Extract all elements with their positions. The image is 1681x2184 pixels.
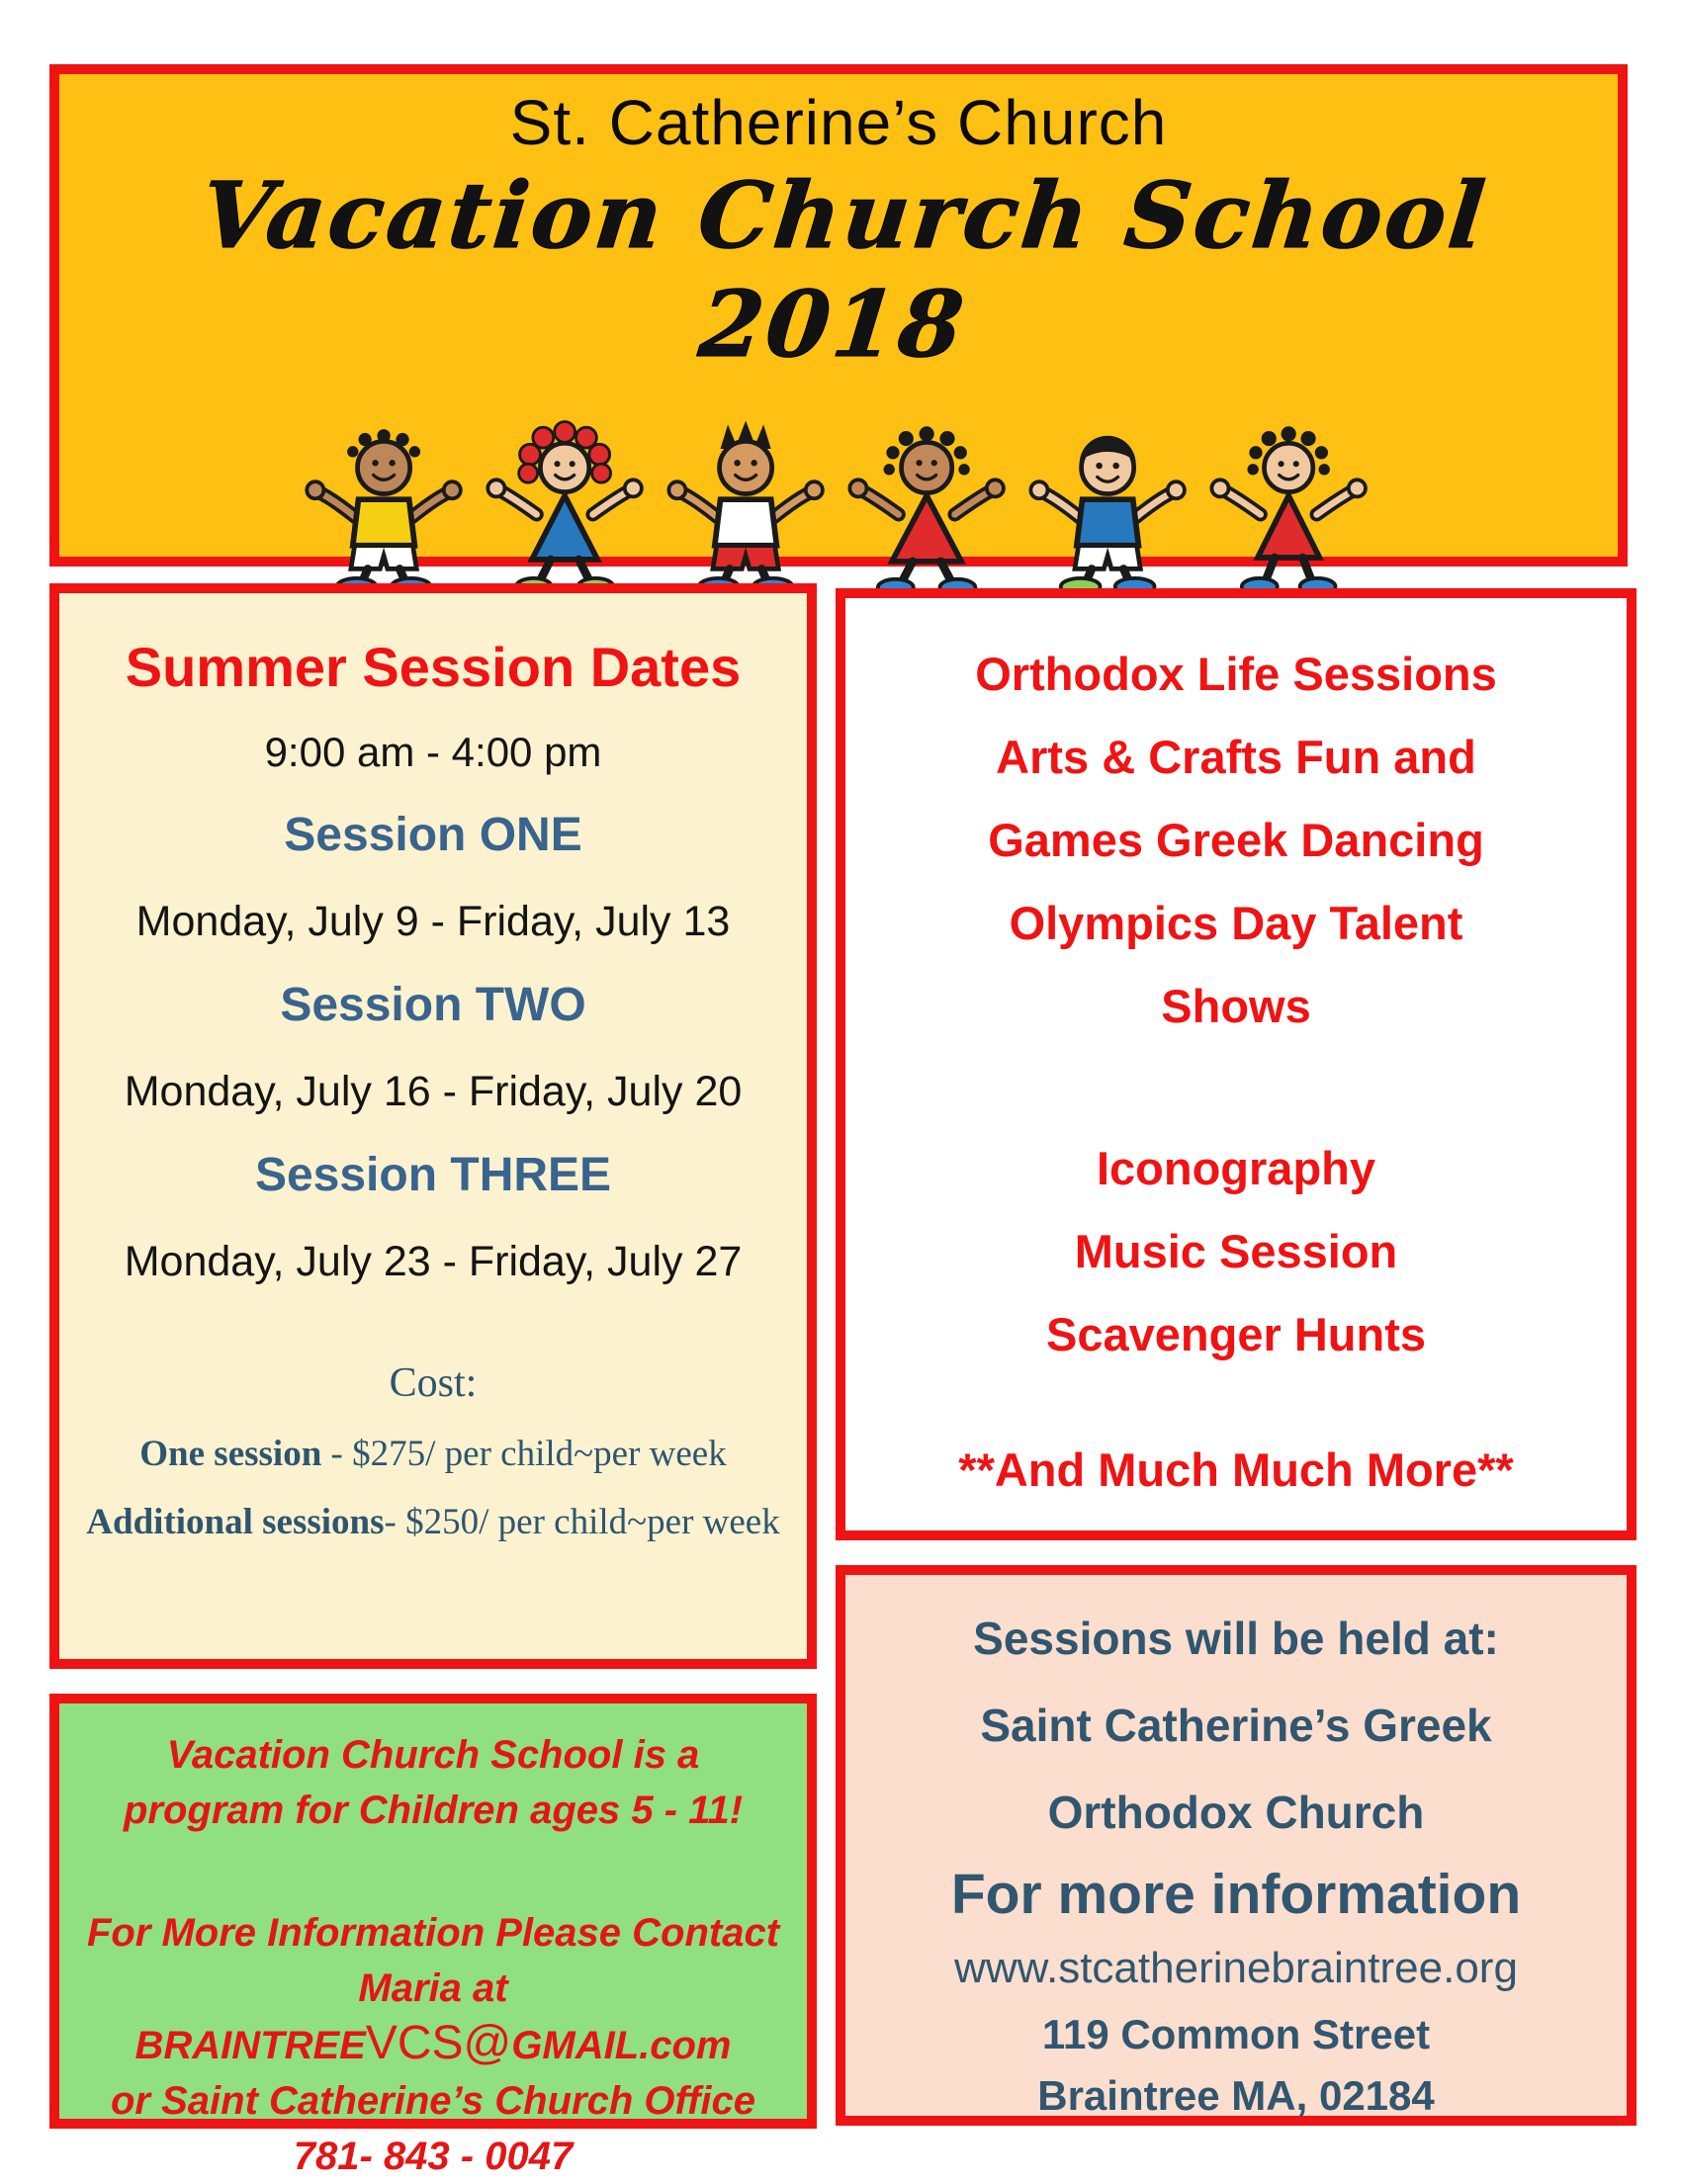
program-description-line1: Vacation Church School is a — [166, 1733, 700, 1777]
session-two-name: Session TWO — [280, 979, 586, 1031]
session-one-name: Session ONE — [284, 809, 582, 861]
venue-name-line2: Orthodox Church — [1047, 1787, 1425, 1838]
page-title: St. Catherine’s Church — [509, 87, 1168, 158]
location-box — [836, 1565, 1637, 2126]
activity-line: Iconography — [1096, 1142, 1376, 1194]
contact-phone: 781- 843 - 0047 — [293, 2135, 574, 2178]
session-dates-box — [49, 583, 817, 1669]
session-dates-title: Summer Session Dates — [125, 636, 742, 698]
venue-name-line1: Saint Catherine’s Greek — [980, 1700, 1492, 1751]
session-three-name: Session THREE — [254, 1149, 612, 1201]
activity-line: Olympics Day Talent — [1009, 897, 1463, 949]
cost-additional-sessions — [59, 1501, 807, 1543]
activity-line: Arts & Crafts Fun and — [996, 731, 1476, 783]
activity-line: Music Session — [1074, 1225, 1398, 1277]
info-spacer — [59, 1838, 807, 1905]
activities-box — [836, 588, 1637, 1540]
cost-additional-rest: - $250/ per child~per week — [384, 1502, 780, 1542]
activity-line: Shows — [1161, 980, 1311, 1032]
activity-line: Orthodox Life Sessions — [975, 648, 1497, 700]
address-city: Braintree MA, 02184 — [1037, 2072, 1435, 2119]
program-info-box — [49, 1694, 817, 2178]
activity-line: Scavenger Hunts — [1046, 1308, 1426, 1360]
cost-one-session-rest: - $275/ per child~per week — [321, 1434, 727, 1474]
cost-one-session — [59, 1433, 807, 1475]
session-one-dates: Monday, July 9 - Friday, July 13 — [135, 898, 731, 945]
session-two-dates: Monday, July 16 - Friday, July 20 — [124, 1068, 743, 1115]
contact-email-suffix: GMAIL.com — [511, 2024, 732, 2067]
contact-email-line — [59, 1961, 807, 2073]
session-three-dates: Monday, July 23 - Friday, July 27 — [124, 1238, 743, 1285]
session-hours: 9:00 am - 4:00 pm — [264, 729, 602, 775]
cost-label: Cost: — [389, 1360, 478, 1406]
banner — [49, 64, 1628, 567]
contact-line1: For More Information Please Contact — [86, 1911, 780, 1955]
website-url: www.stcatherinebraintree.org — [954, 1944, 1518, 1992]
contact-line2: or Saint Catherine’s Church Office — [110, 2079, 755, 2123]
children-clipart-icon — [59, 404, 1618, 607]
contact-email-mid: VCS@ — [365, 2017, 512, 2069]
activities-spacer — [845, 1048, 1627, 1127]
cost-one-session-bold: One session — [139, 1434, 322, 1474]
cost-additional-bold: Additional sessions — [86, 1502, 385, 1542]
activity-line: Games Greek Dancing — [988, 814, 1484, 866]
contact-email-prefix: Maria at BRAINTREE — [134, 1966, 508, 2067]
location-heading: Sessions will be held at: — [973, 1613, 1499, 1664]
program-description-line2: program for Children ages 5 - 11! — [123, 1789, 744, 1832]
activities-footer: **And Much Much More** — [958, 1443, 1514, 1496]
address-street: 119 Common Street — [1041, 2011, 1431, 2057]
banner-script-title: Vacation Church School 2018 — [196, 162, 1493, 378]
more-info-label: For more information — [950, 1863, 1522, 1926]
